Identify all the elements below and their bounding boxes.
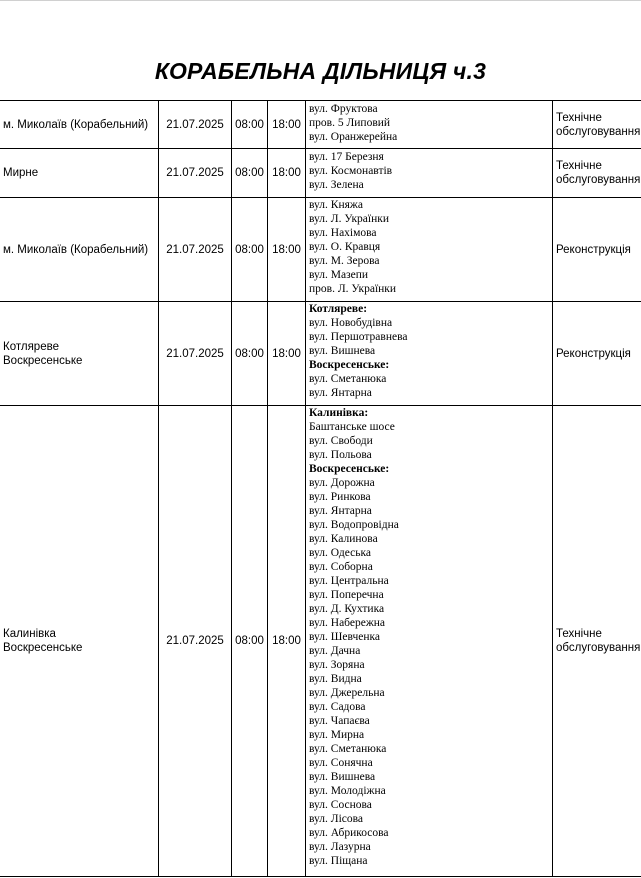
table-row [0,406,641,877]
street-item: вул. М. Зерова [309,255,380,267]
streets-cell [306,302,553,406]
work-type-line: Технічне [556,111,602,124]
street-item: вул. Л. Українки [309,213,389,225]
date-cell: 21.07.2025 [159,406,232,877]
table-row [0,149,641,198]
street-item: вул. О. Кравця [309,241,381,253]
work-type-line: обслуговування [556,642,641,654]
settlement-cell [0,101,159,149]
work-type-line: обслуговування [556,174,641,186]
street-item: вул. Сметанюка [309,373,387,385]
work-type-line: Технічне [556,628,602,640]
street-item: вул. Видна [309,673,362,685]
top-rule [0,0,641,1]
outage-schedule-table [0,100,641,877]
streets-cell [306,198,553,302]
street-item: вул. Янтарна [309,387,372,399]
settlement-name: м. Миколаїв (Корабельний) [3,118,149,131]
locality-heading: Воскресенське: [309,359,390,371]
date-cell: 21.07.2025 [159,101,232,149]
street-item: вул. Д. Кухтика [309,603,385,615]
street-item: вул. Чапаєва [309,715,370,727]
streets-cell [306,149,553,198]
work-type-cell [553,302,641,406]
street-item: вул. Зоряна [309,659,365,671]
work-type-line: Реконструкція [556,243,631,256]
street-item: пров. Л. Українки [309,283,397,295]
street-item: вул. Першотравнева [309,331,408,343]
street-item: вул. Піщана [309,855,368,867]
work-type-line: Технічне [556,160,602,172]
street-item: вул. Калинова [309,533,378,545]
date-cell: 21.07.2025 [159,302,232,406]
street-item: вул. Сонячна [309,757,373,769]
time-to-cell: 18:00 [268,149,306,198]
street-item: вул. Центральна [309,575,389,587]
street-item: вул. Нахімова [309,227,377,239]
streets-cell [306,101,553,149]
street-item: вул. Садова [309,701,366,713]
street-item: вул. Оранжерейна [309,131,398,143]
street-item: вул. Водопровідна [309,519,399,531]
street-item: пров. 5 Липовий [309,117,391,129]
street-item: вул. Фруктова [309,103,378,115]
street-item: вул. Ринкова [309,491,371,503]
work-type-cell [553,149,641,198]
settlement-cell [0,302,159,406]
street-item: вул. Сметанюка [309,743,387,755]
time-to-cell: 18:00 [268,198,306,302]
time-from-cell: 08:00 [232,406,268,877]
street-item: вул. Набережна [309,617,386,629]
time-to-cell: 18:00 [268,101,306,149]
settlement-cell [0,406,159,877]
time-to-cell: 18:00 [268,302,306,406]
street-item: вул. Дорожна [309,477,375,489]
street-item: вул. Янтарна [309,505,372,517]
street-item: вул. Новобудівна [309,317,393,329]
settlement-name: Воскресенське [3,354,83,367]
street-item: вул. Мирна [309,729,365,741]
street-item: вул. Зелена [309,179,364,191]
street-item: вул. Абрикосова [309,827,389,839]
work-type-cell [553,406,641,877]
time-from-cell: 08:00 [232,302,268,406]
settlement-name: Калинівка [3,628,56,640]
street-item: вул. Джерельна [309,687,385,699]
page-title: КОРАБЕЛЬНА ДІЛЬНИЦЯ ч.3 [154,58,487,84]
work-type-line: обслуговування [556,125,641,138]
street-item: вул. Космонавтів [309,165,393,177]
work-type-cell [553,198,641,302]
date-cell: 21.07.2025 [159,149,232,198]
settlement-name: Воскресенське [3,642,83,654]
street-item: вул. Вишнева [309,771,376,783]
settlement-name: Мирне [3,167,39,179]
street-item: вул. Лісова [309,813,364,825]
street-item: вул. Поперечна [309,589,384,601]
street-item: вул. Мазепи [309,269,369,281]
street-item: вул. Княжа [309,199,363,211]
street-item: вул. Свободи [309,435,373,447]
streets-cell [306,406,553,877]
street-item: вул. 17 Березня [309,151,384,163]
street-item: вул. Молодіжна [309,785,386,797]
locality-heading: Воскресенське: [309,463,390,475]
time-from-cell: 08:00 [232,101,268,149]
street-item: вул. Шевченка [309,631,381,643]
time-from-cell: 08:00 [232,149,268,198]
settlement-cell [0,149,159,198]
table-row [0,198,641,302]
table-row [0,101,641,149]
time-from-cell: 08:00 [232,198,268,302]
street-item: вул. Лазурна [309,841,371,853]
street-item: Баштанське шосе [309,421,395,433]
locality-heading: Калинівка: [309,407,369,419]
street-item: вул. Соснова [309,799,372,811]
work-type-line: Реконструкція [556,347,631,360]
time-to-cell: 18:00 [268,406,306,877]
work-type-cell [553,101,641,149]
street-item: вул. Соборна [309,561,373,573]
settlement-name: Котляреве [3,340,59,353]
table-row [0,302,641,406]
street-item: вул. Дачна [309,645,361,657]
street-item: вул. Польова [309,449,372,461]
street-item: вул. Одеська [309,547,372,559]
settlement-cell [0,198,159,302]
street-item: вул. Вишнева [309,345,376,357]
settlement-name: м. Миколаїв (Корабельний) [3,243,149,256]
date-cell: 21.07.2025 [159,198,232,302]
locality-heading: Котляреве: [309,303,368,315]
